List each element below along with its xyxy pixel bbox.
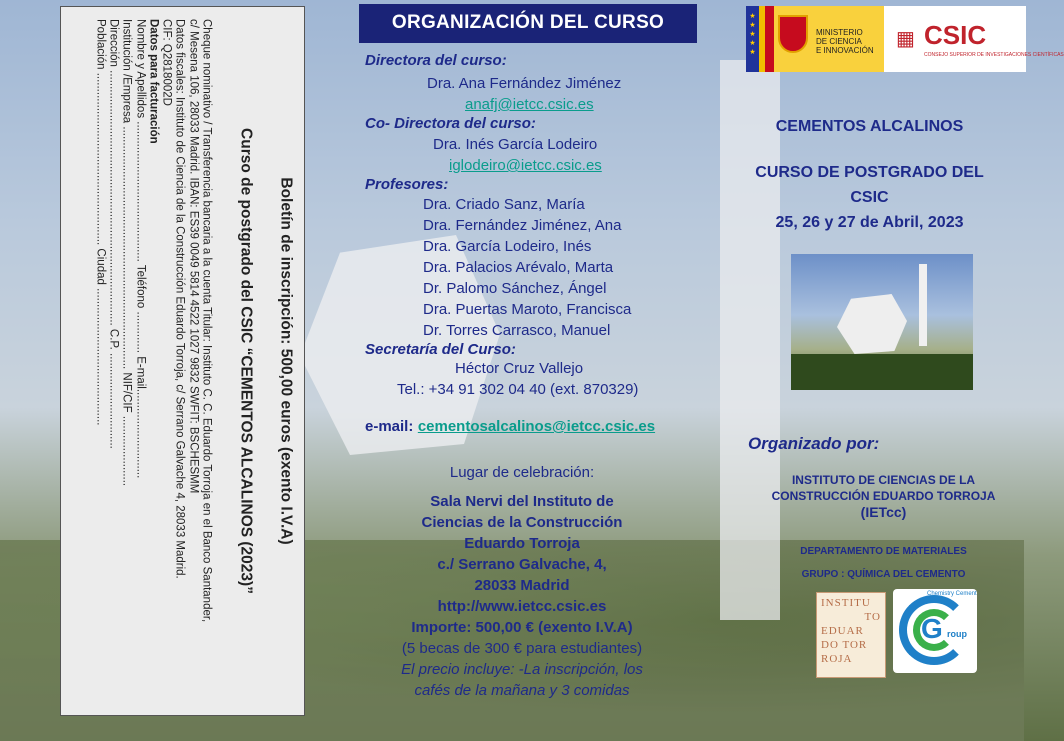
registration-form-rotated — [61, 9, 304, 713]
organization-column — [357, 4, 702, 734]
director-name: Dra. Ana Fernández Jiménez — [427, 75, 622, 92]
csic-emblem-icon: ▦ — [896, 28, 915, 50]
professor-item: Dra. García Lodeiro, Inés — [423, 238, 592, 255]
professor-item: Dra. Criado Sanz, María — [423, 196, 585, 213]
venue-label: Lugar de celebración: — [449, 464, 595, 481]
director-email-link[interactable]: anafj@ietcc.csic.es — [465, 96, 594, 113]
eu-flag-icon: ★ ★ ★ ★ ★ — [746, 6, 759, 72]
venue-block — [357, 491, 687, 701]
professor-item: Dra. Fernández Jiménez, Ana — [423, 217, 622, 234]
payment-line: CIF: Q2818002D — [160, 19, 173, 106]
course-type: CSIC — [850, 189, 889, 206]
organization-banner: ORGANIZACIÓN DEL CURSO — [359, 4, 697, 43]
includes-line: cafés de la mañana y 3 comidas — [414, 682, 630, 699]
registration-subtitle: Curso de postgrado del CSIC “CEMENTOS ALCALINOS (2023)” — [237, 128, 254, 594]
venue-web-link[interactable]: http://www.ietcc.csic.es — [437, 598, 607, 615]
venue-line: Ciencias de la Construcción — [421, 514, 623, 531]
course-email-link[interactable]: cementosalcalinos@ietcc.csic.es — [417, 418, 656, 435]
director-label: Directora del curso: — [365, 52, 507, 69]
department: DEPARTAMENTO DE MATERIALES — [800, 546, 967, 557]
organized-by-label: Organizado por: — [748, 434, 880, 453]
payment-line: Cheque nominativo / Transferencia bancaria a la cuenta Titular: Instituto C. C. Eduardo Torroja en el Banco Santander, — [200, 19, 212, 623]
professor-item: Dr. Torres Carrasco, Manuel — [423, 322, 611, 339]
institute-name: INSTITUTO DE CIENCIAS DE LA CONSTRUCCIÓN EDUARDO TORROJA (IETcc) — [771, 473, 996, 520]
professor-item: Dra. Puertas Maroto, Francisca — [423, 301, 632, 318]
name-field: Nombre y Apellidos ............................................ Teléfono ............. E-mail............................ — [133, 19, 146, 479]
billing-heading: Datos para facturación — [146, 19, 159, 144]
secretary-label: Secretaría del Curso: — [365, 341, 516, 358]
secretary-name: Héctor Cruz Vallejo — [455, 360, 584, 377]
address-field: Dirección ................................................................................ C.P. .............................. — [106, 19, 119, 449]
coat-of-arms-icon — [778, 15, 808, 53]
ministry-logo — [746, 6, 884, 72]
includes-line: El precio incluye: -La inscripción, los — [401, 661, 643, 678]
cover-column — [715, 0, 1064, 741]
sponsor-logos — [746, 6, 1064, 72]
course-type: CURSO DE POSTGRADO DEL — [755, 164, 984, 181]
building-photo — [791, 254, 973, 390]
ietcc-logo: INSTITU TO EDUAR DO TOR ROJA — [816, 592, 886, 678]
grants: (5 becas de 300 € para estudiantes) — [401, 640, 643, 657]
payment-line: c/ Mesena 106, 28033 Madrid. IBAN: ES39 0049 5814 4522 1027 9832 SWFIT: BSCHESMM — [186, 19, 199, 494]
venue-line: Sala Nervi del Instituto de — [430, 493, 614, 510]
codirector-name: Dra. Inés García Lodeiro — [433, 136, 598, 153]
course-title: CEMENTOS ALCALINOS — [775, 118, 964, 135]
professors-label: Profesores: — [365, 176, 449, 193]
venue-line: c./ Serrano Galvache, 4, — [437, 556, 607, 573]
csic-logo: ▦ CSIC CONSEJO SUPERIOR DE INVESTIGACIONES CIENTÍFICAS — [896, 20, 1064, 58]
codirector-label: Co- Directora del curso: — [365, 115, 536, 132]
cement-group-logo: Chemistry Cement G roup — [893, 589, 977, 673]
research-group: GRUPO : QUÍMICA DEL CEMENTO — [801, 569, 966, 580]
professor-item: Dr. Palomo Sánchez, Ángel — [423, 280, 607, 297]
professors-list — [365, 194, 702, 341]
city-field: Población ...................................................... Ciudad ........................................... — [93, 19, 106, 426]
codirector-email-link[interactable]: iglodeiro@ietcc.csic.es — [449, 157, 602, 174]
venue-line: 28033 Madrid — [474, 577, 570, 594]
price: Importe: 500,00 € (exento I.V.A) — [411, 619, 633, 636]
institution-field: Institución /Empresa ............................................................................ NIF/CIF ...................... — [120, 19, 133, 487]
ministry-text: MINISTERIO DE CIENCIA E INNOVACIÓN — [816, 28, 874, 55]
venue-line: Eduardo Torroja — [464, 535, 580, 552]
course-dates: 25, 26 y 27 de Abril, 2023 — [775, 214, 964, 231]
registration-title: Boletín de inscripción: 500,00 euros (exento I.V.A) — [277, 177, 294, 545]
professor-item: Dra. Palacios Arévalo, Marta — [423, 259, 614, 276]
email-label: e-mail: — [365, 418, 414, 435]
secretary-phone: Tel.: +34 91 302 04 40 (ext. 870329) — [397, 381, 639, 398]
registration-panel — [60, 6, 305, 716]
payment-line: Datos fiscales: Instituto de Ciencia de la Construcción Eduardo Torroja, c/ Serrano Galvache 4, 28033 Madrid. — [173, 19, 186, 579]
